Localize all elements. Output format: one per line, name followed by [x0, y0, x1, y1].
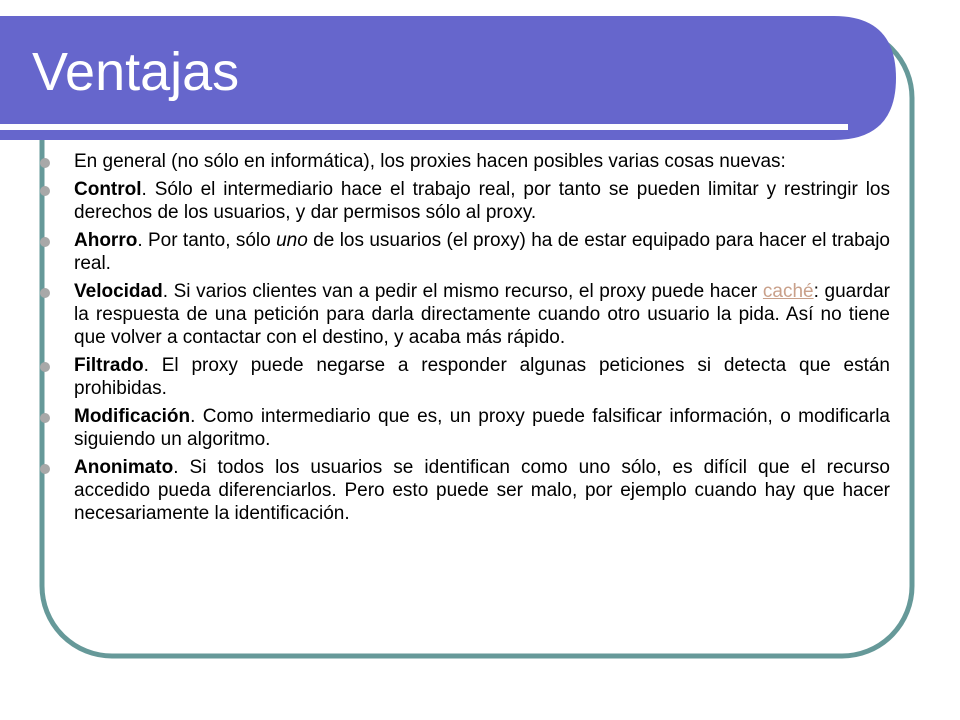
bullet-term: Velocidad: [74, 281, 163, 302]
bullet-text: . Si todos los usuarios se identifican como uno sólo, es difícil que el recurso accedido pueda diferenciarlos. Pero esto puede ser malo, por ejemplo cuando hay que hacer necesariamente la identificación.: [74, 457, 890, 524]
bullet-term: Anonimato: [74, 457, 174, 478]
bullet-text: de los usuarios (el proxy) ha de estar equipado para hacer el trabajo real.: [74, 230, 891, 274]
bullet-item-filtrado: [40, 354, 890, 400]
bullet-emphasis: uno: [276, 230, 308, 251]
bullet-term: Control: [74, 179, 142, 200]
bullet-text: . El proxy puede negarse a responder algunas peticiones si detecta que están prohibidas.: [74, 355, 890, 399]
title-underline: [0, 124, 848, 130]
bullet-text: En general (no sólo en informática), los proxies hacen posibles varias cosas nuevas:: [74, 151, 786, 172]
bullet-dot-icon: [40, 237, 50, 247]
bullet-dot-icon: [40, 413, 50, 423]
bullet-text: . Como intermediario que es, un proxy puede falsificar información, o modificarla siguiendo un algoritmo.: [74, 406, 890, 450]
bullet-term: Filtrado: [74, 355, 144, 376]
bullet-term: Ahorro: [74, 230, 138, 251]
bullet-dot-icon: [40, 186, 50, 196]
bullet-list: [40, 150, 890, 530]
bullet-item-modificacion: [40, 405, 890, 451]
bullet-dot-icon: [40, 362, 50, 372]
bullet-item-control: [40, 178, 890, 224]
bullet-dot-icon: [40, 158, 50, 168]
bullet-term: Modificación: [74, 406, 191, 427]
bullet-item-anonimato: [40, 456, 890, 525]
bullet-text: . Si varios clientes van a pedir el mismo recurso, el proxy puede hacer: [162, 281, 763, 302]
cache-link[interactable]: caché: [762, 281, 814, 302]
bullet-text: : guardar la respuesta de una petición para darla directamente cuando otro usuario la pida. Así no tiene que volver a contactar con el destino, y acaba más rápido.: [74, 281, 891, 348]
bullet-dot-icon: [40, 464, 50, 474]
bullet-item-velocidad: [40, 280, 890, 349]
slide-title: Ventajas: [32, 42, 240, 102]
bullet-text: . Por tanto, sólo: [137, 230, 277, 251]
bullet-item-ahorro: [40, 229, 890, 275]
bullet-dot-icon: [40, 288, 50, 298]
bullet-text: . Sólo el intermediario hace el trabajo real, por tanto se pueden limitar y restringir los derechos de los usuarios, y dar permisos sólo al proxy.: [74, 179, 890, 223]
bullet-item-general: [40, 150, 890, 173]
